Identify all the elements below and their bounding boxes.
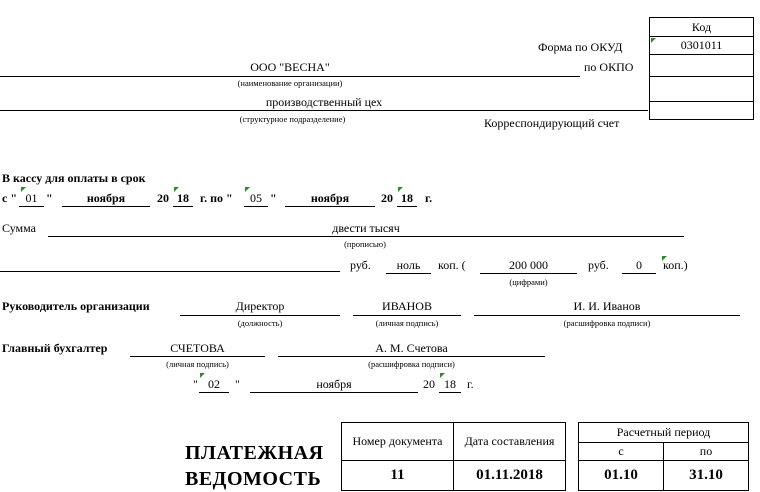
- signed-year-suffix: г.: [467, 377, 474, 391]
- to-quote-open: г. по ": [200, 191, 233, 205]
- date-quote-open: ": [193, 377, 198, 391]
- accountant-signature-line: [130, 356, 265, 357]
- period-from[interactable]: 01.10: [579, 461, 664, 491]
- department-caption: (структурное подразделение): [239, 114, 346, 124]
- from-month[interactable]: ноября: [86, 191, 126, 205]
- kop-digits-line: [622, 273, 656, 274]
- signed-year-line: [439, 392, 461, 393]
- okud-code-cell[interactable]: [650, 37, 754, 55]
- account-label: Корреспондирующий счет: [484, 116, 620, 130]
- department-name: производственный цех: [265, 95, 383, 109]
- comment-marker-icon: [21, 187, 26, 192]
- head-name[interactable]: И. И. Иванов: [573, 299, 641, 313]
- date-header: Дата составления: [454, 423, 566, 461]
- okud-label: Форма по ОКУД: [538, 40, 623, 54]
- from-day-line: [19, 206, 44, 207]
- department-line: [0, 110, 648, 111]
- head-signature-line: [353, 315, 461, 316]
- amount-words-line: [48, 236, 684, 237]
- signed-day[interactable]: 02: [208, 377, 220, 391]
- document-table: [341, 422, 749, 491]
- from-year[interactable]: 18: [177, 191, 189, 205]
- from-month-line: [62, 206, 150, 207]
- head-position[interactable]: Директор: [235, 299, 285, 313]
- head-position-line: [180, 315, 340, 316]
- signed-month-line: [250, 392, 418, 393]
- signed-year[interactable]: 18: [444, 377, 456, 391]
- okud-code: 0301011: [680, 38, 723, 52]
- signed-day-line: [199, 392, 229, 393]
- accountant-name[interactable]: А. М. Счетова: [375, 341, 448, 355]
- organization-line: [0, 76, 580, 77]
- signed-month[interactable]: ноября: [316, 377, 352, 391]
- comment-marker-icon: [174, 187, 179, 192]
- comment-marker-icon: [245, 187, 250, 192]
- from-year-prefix: 20: [157, 191, 169, 205]
- payment-period-title: В кассу для оплаты в срок: [2, 171, 146, 185]
- period-header: Расчетный период: [579, 423, 749, 443]
- accountant-signature-caption: (личная подпись): [166, 359, 229, 369]
- organization-caption: (наименование организации): [237, 78, 343, 88]
- number-header: Номер документа: [342, 423, 454, 461]
- head-label: Руководитель организации: [2, 299, 150, 313]
- rub-label-2: руб.: [588, 258, 609, 272]
- from-year-line: [173, 206, 193, 207]
- period-from-header: с: [579, 443, 664, 461]
- comment-marker-icon: [651, 38, 656, 43]
- accountant-label: Главный бухгалтер: [2, 341, 108, 355]
- comment-marker-icon: [200, 373, 205, 378]
- accountant-name-line: [278, 356, 545, 357]
- to-year-line: [397, 206, 417, 207]
- to-month-line: [285, 206, 375, 207]
- amount-digits[interactable]: 200 000: [509, 258, 548, 272]
- comment-marker-icon: [440, 373, 445, 378]
- document-number[interactable]: 11: [342, 461, 454, 491]
- head-name-caption: (расшифровка подписи): [563, 318, 651, 328]
- table-gap: [566, 423, 579, 443]
- to-month[interactable]: ноября: [310, 191, 350, 205]
- from-quote-close: ": [46, 191, 53, 205]
- extra-code-cell[interactable]: [650, 77, 754, 102]
- okpo-label: по ОКПО: [584, 60, 634, 74]
- comment-marker-icon: [398, 187, 403, 192]
- head-signature-caption: (личная подпись): [375, 318, 439, 328]
- to-day-line: [244, 206, 268, 207]
- accountant-name-caption: (расшифровка подписи): [368, 359, 455, 369]
- from-day[interactable]: 01: [25, 191, 38, 205]
- kop-label: коп. (: [438, 258, 466, 272]
- from-quote-open: с ": [2, 191, 17, 205]
- to-year-prefix: 20: [381, 191, 393, 205]
- to-day[interactable]: 05: [250, 191, 262, 205]
- rub-label: руб.: [350, 258, 371, 272]
- organization-name: ООО "ВЕСНА": [250, 60, 330, 74]
- amount-digits-caption: (цифрами): [509, 277, 548, 287]
- amount-words[interactable]: двести тысяч: [332, 221, 400, 235]
- head-signature[interactable]: ИВАНОВ: [382, 299, 432, 313]
- to-year[interactable]: 18: [401, 191, 413, 205]
- account-code-cell[interactable]: [650, 102, 754, 120]
- table-gap: [566, 461, 579, 491]
- okpo-code-cell[interactable]: [650, 55, 754, 77]
- date-quote-close: ": [235, 377, 240, 391]
- rub-words[interactable]: ноль: [396, 258, 421, 272]
- amount-digits-line: [480, 273, 577, 274]
- amount-words-caption: (прописью): [344, 239, 386, 249]
- table-gap: [566, 443, 579, 461]
- period-to[interactable]: 31.10: [664, 461, 749, 491]
- to-quote-close: ": [270, 191, 277, 205]
- kop-digits[interactable]: 0: [636, 258, 642, 272]
- head-name-line: [474, 315, 740, 316]
- rub-words-line: [386, 273, 431, 274]
- document-title: [185, 440, 324, 492]
- accountant-signature[interactable]: СЧЕТОВА: [170, 341, 225, 355]
- to-year-suffix: г.: [425, 191, 433, 205]
- code-header: Код: [650, 18, 754, 37]
- document-date[interactable]: 01.11.2018: [454, 461, 566, 491]
- code-table: [649, 17, 754, 120]
- document-title-line1: ПЛАТЕЖНАЯ: [185, 442, 324, 464]
- signed-year-prefix: 20: [423, 377, 435, 391]
- amount-label: Сумма: [2, 221, 36, 235]
- document-title-line2: ВЕДОМОСТЬ: [185, 468, 322, 490]
- amount-words-line-2: [0, 271, 340, 272]
- head-position-caption: (должность): [237, 318, 283, 328]
- period-to-header: по: [664, 443, 749, 461]
- kop-label-2: коп.): [663, 258, 688, 272]
